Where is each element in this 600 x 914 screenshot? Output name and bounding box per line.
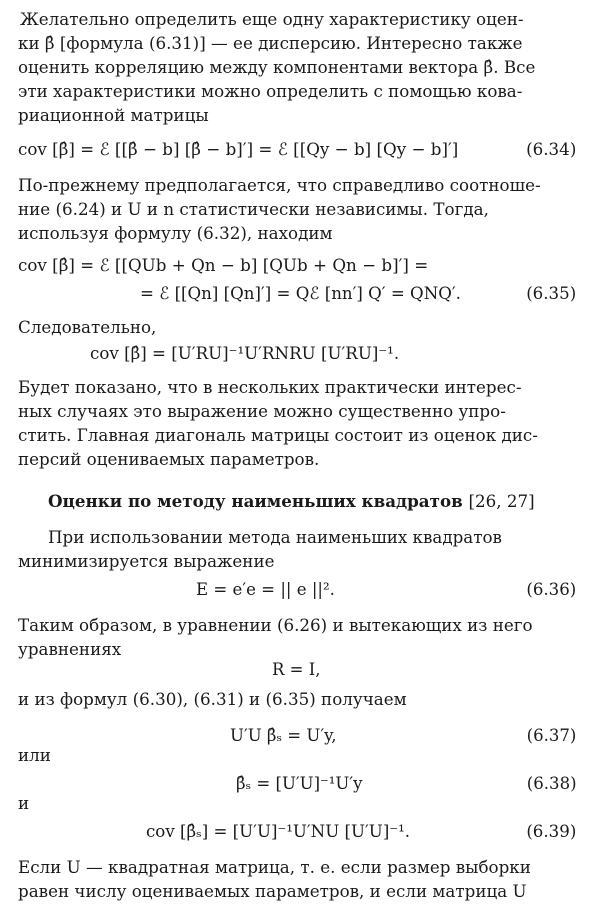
- equation-6-35-line-1: [18, 254, 590, 278]
- text-line: минимизируется выражение: [18, 552, 275, 572]
- text-line: риационной матрицы: [18, 106, 209, 126]
- text-line: стить. Главная диагональ матрицы состоит из оценок дис-: [18, 426, 538, 446]
- text-line: ки β̂ [формула (6.31)] — ее дисперсию. Интересно также: [18, 34, 523, 54]
- section-heading-refs: [26, 27]: [468, 492, 535, 512]
- equation-expression: R = I,: [272, 660, 321, 680]
- text-line: и из формул (6.30), (6.31) и (6.35) получаем: [18, 690, 407, 710]
- text-line: Следовательно,: [18, 318, 157, 338]
- equation-6-35-line-2: [140, 282, 590, 306]
- section-heading-title: Оценки по методу наименьших квадратов: [48, 492, 463, 512]
- text-line: или: [18, 746, 51, 766]
- equation-number: (6.37): [526, 726, 577, 746]
- text-line: Таким образом, в уравнении (6.26) и вытекающих из него: [18, 616, 533, 636]
- equation-6-34: [18, 138, 590, 162]
- equation-number: (6.35): [526, 284, 577, 304]
- text-line: Желательно определить еще одну характеристику оцен-: [20, 10, 524, 30]
- section-heading: [48, 490, 590, 514]
- text-line: Если U — квадратная матрица, т. е. если размер выборки: [18, 858, 531, 878]
- text-line: уравнениях: [18, 640, 122, 660]
- text-line: Будет показано, что в нескольких практически интерес-: [18, 378, 522, 398]
- text-line: равен числу оцениваемых параметров, и если матрица U: [18, 882, 527, 902]
- text-line: При использовании метода наименьших квадратов: [48, 528, 502, 548]
- text-line: оценить корреляцию между компонентами вектора β̂. Все: [18, 58, 536, 78]
- text-line: используя формулу (6.32), находим: [18, 224, 333, 244]
- equation-expression: cov [β̂ₛ] = [U′U]⁻¹U′NU [U′U]⁻¹.: [146, 822, 411, 842]
- text-line: ных случаях это выражение можно существенно упро-: [18, 402, 506, 422]
- equation-expression: cov [β̂] = [U′RU]⁻¹U′RNRU [U′RU]⁻¹.: [90, 344, 400, 364]
- equation-6-36: [196, 578, 590, 602]
- text-line: и: [18, 794, 30, 814]
- equation-expression: β̂ₛ = [U′U]⁻¹U′y: [236, 774, 363, 794]
- equation-expression: = ℰ [[Qn] [Qn]′] = Qℰ [nn′] Q′ = QNQ′.: [140, 284, 461, 304]
- equation-number: (6.36): [526, 580, 577, 600]
- equation-number: (6.38): [526, 774, 577, 794]
- equation-expression: U′U β̂ₛ = U′y,: [230, 726, 337, 746]
- text-line: эти характеристики можно определить с помощью кова-: [18, 82, 523, 102]
- text-line: ние (6.24) и U и n статистически независимы. Тогда,: [18, 200, 489, 220]
- equation-r-equals-i: [272, 658, 590, 682]
- text-line: персий оцениваемых параметров.: [18, 450, 320, 470]
- equation-expression: E = e′e = || e ||².: [196, 580, 335, 600]
- equation-expression: cov [β̂] = ℰ [[β̂ − b] [β̂ − b]′] = ℰ [[Qy − b] [Qy − b]′]: [18, 140, 459, 160]
- equation-expression: cov [β̂] = ℰ [[QUb + Qn − b] [QUb + Qn − b]′] =: [18, 256, 429, 276]
- equation-6-39: [146, 820, 590, 844]
- equation-number: (6.34): [526, 140, 577, 160]
- equation-cov: [90, 342, 590, 366]
- equation-number: (6.39): [526, 822, 577, 842]
- text-line: По-прежнему предполагается, что справедливо соотноше-: [18, 176, 541, 196]
